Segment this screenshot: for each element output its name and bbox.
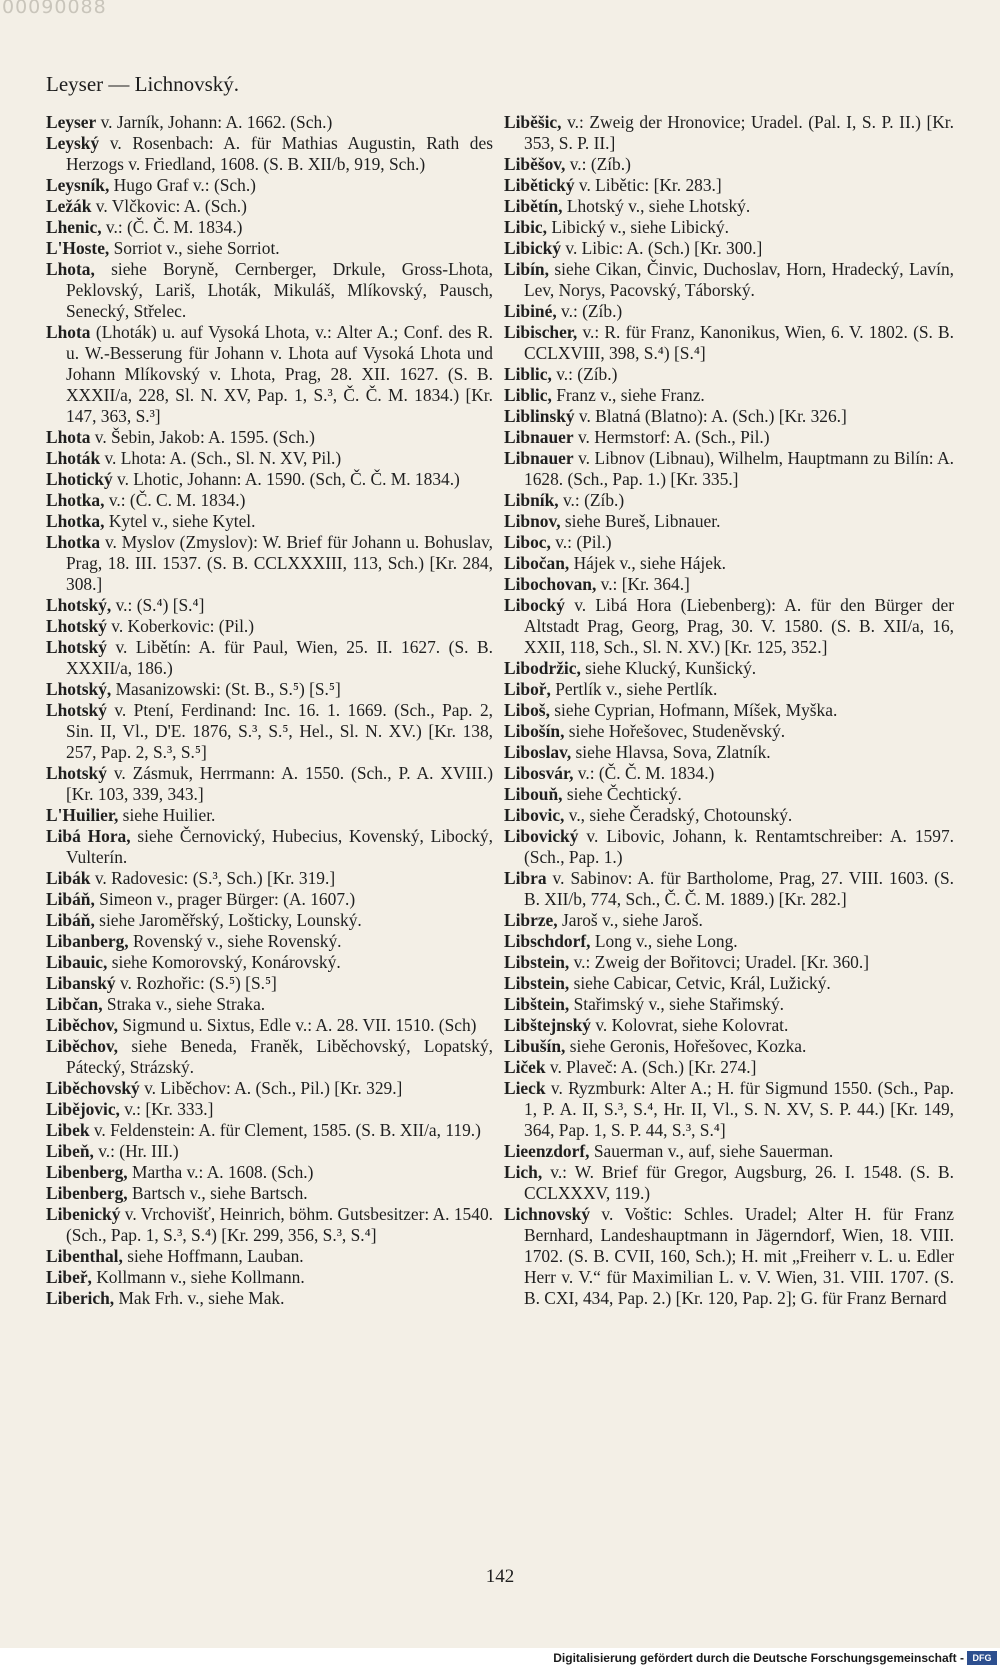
entry-headword: Libanský [46, 973, 116, 993]
entry-headword: Leyser [46, 112, 97, 132]
entry-text: v. Sabinov: A. für Bartholome, Prag, 27. VIII. 1603. (S. B. XII/b, 774, Sch., Č. Č. M. 1889.) [Kr. 282.] [524, 868, 954, 909]
dictionary-entry [46, 1120, 493, 1141]
entry-text: Masanizowski: (St. B., S.⁵) [S.⁵] [111, 679, 341, 699]
entry-headword: Lhotský, [46, 679, 112, 699]
entry-headword: Libstein, [504, 952, 570, 972]
entry-text: v. Koberkovic: (Pil.) [106, 616, 255, 636]
entry-headword: Lhota [46, 322, 91, 342]
entry-text: siehe Huilier. [118, 805, 216, 825]
entry-text: Simeon v., prager Bürger: (A. 1607.) [94, 889, 356, 909]
dictionary-entry [504, 679, 954, 700]
entry-headword: Lhotický [46, 469, 113, 489]
entry-headword: Libnov, [504, 511, 561, 531]
entry-headword: Libějovic, [46, 1099, 120, 1119]
entry-text: Stařimský v., siehe Stařimský. [569, 994, 785, 1014]
dictionary-entry [504, 595, 954, 658]
entry-headword: Libáň, [46, 910, 95, 930]
entry-headword: Liberich, [46, 1288, 115, 1308]
entry-headword: L'Huilier, [46, 805, 119, 825]
entry-text: siehe Cabicar, Cetvic, Král, Lužický. [569, 973, 831, 993]
entry-text: v.: [Kr. 333.] [119, 1099, 214, 1119]
entry-headword: L'Hoste, [46, 238, 110, 258]
dictionary-entry [46, 259, 493, 322]
entry-text: (Lhoták) u. auf Vysoká Lhota, v.: Alter A.; Conf. des R. u. W.-Besserung für Johann v. Lhota auf Vysoká Lhota und Johann Mlíkovský v. Lhota, Prag, 28. XII. 1627. (S. B. XXXII/a, 228, Sl. N. XV, Pap. 1, S.³, Č. Č. M. 1834.) [Kr. 147, 363, S.³] [66, 322, 493, 426]
entry-text: v.: (Zíb.) [558, 490, 625, 510]
entry-text: Sorriot v., siehe Sorriot. [109, 238, 280, 258]
entry-text: Bartsch v., siehe Bartsch. [127, 1183, 308, 1203]
entry-text: Straka v., siehe Straka. [102, 994, 266, 1014]
entry-headword: Lichnovský [504, 1204, 591, 1224]
entry-text: Libický v., siehe Libický. [547, 217, 729, 237]
entry-headword: Libovický [504, 826, 579, 846]
entry-text: siehe Černovický, Hubecius, Kovenský, Libocký, Vulterín. [66, 826, 493, 867]
dictionary-entry [46, 196, 493, 217]
dictionary-entry [504, 238, 954, 259]
dictionary-entry [504, 1057, 954, 1078]
entry-text: siehe Geronis, Hořešovec, Kozka. [565, 1036, 807, 1056]
entry-headword: Libušín, [504, 1036, 566, 1056]
entry-text: v. Jarník, Johann: A. 1662. (Sch.) [96, 112, 333, 132]
dictionary-entry [504, 1204, 954, 1309]
entry-text: v. Liběchov: A. (Sch., Pil.) [Kr. 329.] [139, 1078, 403, 1098]
entry-headword: Libnauer [504, 427, 574, 447]
entry-text: siehe Hořešovec, Studeněvský. [564, 721, 786, 741]
entry-text: v. Ryzmburk: Alter A.; H. für Sigmund 1550. (Sch., Pap. 1, P. A. II, S.³, S.⁴, Hr. II, Vl., S. N. XV, S. P. 44.) [Kr. 149, 364, Pap. 1, S. P. 44, S.³, S.⁴] [524, 1078, 954, 1140]
dictionary-entry [504, 301, 954, 322]
entry-text: v. Lhotic, Johann: A. 1590. (Sch, Č. Č. M. 1834.) [112, 469, 460, 489]
dictionary-entry [504, 427, 954, 448]
scan-id-tag: 00090088 [2, 0, 107, 18]
entry-headword: Libštejnský [504, 1015, 591, 1035]
dictionary-entry [46, 1078, 493, 1099]
dictionary-entry [504, 154, 954, 175]
entry-headword: Libáň, [46, 889, 95, 909]
entry-text: v.: [Kr. 364.] [596, 574, 690, 594]
entry-headword: Liboř, [504, 679, 551, 699]
entry-text: siehe Beneda, Franěk, Liběchovský, Lopatský, Pátecký, Strázský. [66, 1036, 493, 1077]
dictionary-entry [46, 889, 493, 910]
entry-headword: Libeň, [46, 1141, 94, 1161]
dictionary-entry [46, 868, 493, 889]
entry-text: Sauerman v., auf, siehe Sauerman. [589, 1141, 834, 1161]
entry-text: Kollmann v., siehe Kollmann. [91, 1267, 305, 1287]
dictionary-entry [504, 826, 954, 868]
dictionary-entry [46, 532, 493, 595]
entry-headword: Liček [504, 1057, 546, 1077]
entry-headword: Libeř, [46, 1267, 92, 1287]
dictionary-entry [504, 868, 954, 910]
entry-text: v. Libětic: [Kr. 283.] [574, 175, 722, 195]
entry-headword: Libočan, [504, 553, 570, 573]
entry-text: v. Lhota: A. (Sch., Sl. N. XV, Pil.) [100, 448, 342, 468]
entry-headword: Liběchovský [46, 1078, 140, 1098]
entry-text: v. Kolovrat, siehe Kolovrat. [590, 1015, 789, 1035]
entry-text: v.: (Č. Č. M. 1834.) [101, 217, 243, 237]
dictionary-entry [46, 910, 493, 931]
entry-text: v.: W. Brief für Gregor, Augsburg, 26. I. 1548. (S. B. CCLXXXV, 119.) [524, 1162, 954, 1203]
entry-text: Kytel v., siehe Kytel. [104, 511, 256, 531]
entry-headword: Libra [504, 868, 547, 888]
entry-headword: Libák [46, 868, 91, 888]
dictionary-entry [46, 427, 493, 448]
entry-text: Mak Frh. v., siehe Mak. [114, 1288, 285, 1308]
entry-headword: Libodržic, [504, 658, 581, 678]
entry-headword: Libstein, [504, 973, 570, 993]
entry-text: Franz v., siehe Franz. [551, 385, 705, 405]
entry-text: v.: (S.⁴) [S.⁴] [111, 595, 205, 615]
dictionary-entry [46, 994, 493, 1015]
dictionary-entry [46, 133, 493, 175]
entry-headword: Liblic, [504, 385, 552, 405]
entry-headword: Libischer, [504, 322, 578, 342]
dictionary-entry [46, 931, 493, 952]
entry-headword: Lhotský [46, 616, 107, 636]
dictionary-entry [46, 511, 493, 532]
entry-headword: Libic, [504, 217, 548, 237]
entry-text: v., siehe Čeradský, Chotounský. [564, 805, 793, 825]
entry-text: siehe Klucký, Kunšický. [580, 658, 757, 678]
dictionary-entry [504, 805, 954, 826]
dictionary-entry [504, 994, 954, 1015]
dictionary-entry [504, 406, 954, 427]
dictionary-entry [504, 931, 954, 952]
entry-headword: Libovic, [504, 805, 565, 825]
dictionary-entry [504, 721, 954, 742]
entry-text: v.: Zweig der Hronovice; Uradel. (Pal. I, S. P. II.) [Kr. 353, S. P. II.] [524, 112, 954, 153]
entry-headword: Lhotka [46, 532, 101, 552]
dictionary-entry [504, 952, 954, 973]
entry-headword: Lhotský [46, 763, 107, 783]
dictionary-entry [504, 700, 954, 721]
entry-headword: Lieck [504, 1078, 546, 1098]
entry-headword: Liboslav, [504, 742, 572, 762]
dictionary-entry [46, 448, 493, 469]
entry-headword: Libouň, [504, 784, 563, 804]
dictionary-entry [504, 1162, 954, 1204]
entry-text: Lhotský v., siehe Lhotský. [562, 196, 751, 216]
dictionary-entry [504, 574, 954, 595]
entry-text: v. Blatná (Blatno): A. (Sch.) [Kr. 326.] [574, 406, 847, 426]
dictionary-entry [504, 322, 954, 364]
entry-headword: Libiné, [504, 301, 557, 321]
entry-headword: Libětín, [504, 196, 563, 216]
entry-headword: Librze, [504, 910, 558, 930]
entry-headword: Libochovan, [504, 574, 597, 594]
dictionary-entry [504, 784, 954, 805]
entry-headword: Libek [46, 1120, 90, 1140]
entry-text: v. Libnov (Libnau), Wilhelm, Hauptmann zu Bilín: A. 1628. (Sch., Pap. 1.) [Kr. 335.] [524, 448, 954, 489]
entry-text: v. Libic: A. (Sch.) [Kr. 300.] [561, 238, 763, 258]
dictionary-entry [504, 112, 954, 154]
dictionary-entry [46, 1099, 493, 1120]
entry-text: Long v., siehe Long. [590, 931, 738, 951]
dictionary-entry [46, 1204, 493, 1246]
entry-text: v. Hermstorf: A. (Sch., Pil.) [573, 427, 770, 447]
entry-headword: Libenberg, [46, 1183, 128, 1203]
entry-text: siehe Čechtický. [562, 784, 682, 804]
entry-headword: Libnauer [504, 448, 574, 468]
footer-bar [0, 1648, 1000, 1670]
entry-headword: Liboc, [504, 532, 551, 552]
left-column [46, 112, 493, 1309]
entry-headword: Lhotský, [46, 595, 112, 615]
dictionary-entry [46, 637, 493, 679]
dictionary-entry [46, 763, 493, 805]
footer-credit: Digitalisierung gefördert durch die Deutsche Forschungsgemeinschaft - [553, 1651, 964, 1665]
entry-text: v. Libá Hora (Liebenberg): A. für den Bürger der Altstadt Prag, Georg, Prag, 30. V. 1580. (S. B. XII/a, 16, XXII, 118, Sch., Sl. N. XV.) [Kr. 125, 352.] [524, 595, 954, 657]
entry-headword: Libschdorf, [504, 931, 591, 951]
entry-text: v.: (Č. C. M. 1834.) [104, 490, 246, 510]
right-column [504, 112, 954, 1309]
entry-headword: Libštein, [504, 994, 570, 1014]
entry-text: Jaroš v., siehe Jaroš. [557, 910, 703, 930]
dictionary-entry [46, 112, 493, 133]
dictionary-entry [504, 448, 954, 490]
entry-headword: Libník, [504, 490, 559, 510]
entry-headword: Liběchov, [46, 1015, 118, 1035]
dictionary-entry [504, 1078, 954, 1141]
entry-headword: Libenberg, [46, 1162, 128, 1182]
entry-headword: Lhotský [46, 700, 107, 720]
entry-text: Hájek v., siehe Hájek. [569, 553, 727, 573]
entry-headword: Lhenic, [46, 217, 102, 237]
entry-text: siehe Hoffmann, Lauban. [122, 1246, 304, 1266]
entry-headword: Lhotka, [46, 490, 105, 510]
entry-headword: Libický [504, 238, 562, 258]
entry-headword: Libošín, [504, 721, 565, 741]
entry-text: v. Ptení, Ferdinand: Inc. 16. 1. 1669. (Sch., Pap. 2, Sin. II, Vl., D'E. 1876, S.³, S.⁵, Hel., Sl. N. XV.) [Kr. 138, 257, Pap. 2, S.³, S.⁵] [66, 700, 493, 762]
running-header: Leyser — Lichnovský. [46, 72, 240, 96]
dictionary-entry [46, 1036, 493, 1078]
page-number: 142 [485, 1566, 515, 1587]
entry-text: v. Rosenbach: A. für Mathias Augustin, Rath des Herzogs v. Friedland, 1608. (S. B. XII/b, 919, Sch.) [66, 133, 493, 174]
dictionary-entry [46, 1141, 493, 1162]
dictionary-entry [504, 658, 954, 679]
entry-text: Pertlík v., siehe Pertlík. [550, 679, 718, 699]
entry-text: v.: Zweig der Bořitovci; Uradel. [Kr. 360.] [569, 952, 869, 972]
entry-headword: Liběšic, [504, 112, 562, 132]
dictionary-entry [504, 532, 954, 553]
entry-text: v. Libětín: A. für Paul, Wien, 25. II. 1627. (S. B. XXXII/a, 186.) [66, 637, 493, 678]
entry-text: Rovenský v., siehe Rovenský. [128, 931, 342, 951]
entry-text: siehe Boryně, Cernberger, Drkule, Gross-Lhota, Peklovský, Lariš, Lhoták, Mikuláš, Mlíkovský, Pausch, Senecký, Střelec. [66, 259, 493, 321]
dictionary-entry [504, 910, 954, 931]
entry-text: v. Rozhořic: (S.⁵) [S.⁵] [115, 973, 277, 993]
entry-headword: Lieenzdorf, [504, 1141, 590, 1161]
entry-text: v. Vrchovišť, Heinrich, böhm. Gutsbesitzer: A. 1540. (Sch., Pap. 1, S.³, S.⁴) [Kr. 299, 356, S.³, S.⁴] [66, 1204, 493, 1245]
entry-text: v. Myslov (Zmyslov): W. Brief für Johann u. Bohuslav, Prag, 18. III. 1537. (S. B. CCLXXXIII, 113, Sch.) [Kr. 284, 308.] [66, 532, 493, 594]
entry-text: siehe Bureš, Libnauer. [560, 511, 721, 531]
dictionary-entry [46, 616, 493, 637]
entry-text: v.: R. für Franz, Kanonikus, Wien, 6. V. 1802. (S. B. CCLXVIII, 398, S.⁴) [S.⁴] [524, 322, 954, 363]
dictionary-entry [46, 805, 493, 826]
dictionary-entry [504, 742, 954, 763]
dictionary-entry [504, 1036, 954, 1057]
entry-headword: Lhoták [46, 448, 101, 468]
dictionary-entry [46, 175, 493, 196]
entry-text: v.: (Zíb.) [565, 154, 631, 174]
entry-headword: Liběšov, [504, 154, 566, 174]
dictionary-entry [46, 952, 493, 973]
dictionary-entry [46, 322, 493, 427]
entry-text: siehe Cyprian, Hofmann, Míšek, Myška. [549, 700, 838, 720]
dfg-logo: DFG [967, 1651, 997, 1665]
dictionary-entry [504, 511, 954, 532]
entry-headword: Lhota, [46, 259, 95, 279]
entry-text: v.: (Zíb.) [551, 364, 618, 384]
dictionary-entry [504, 175, 954, 196]
entry-headword: Libanberg, [46, 931, 129, 951]
entry-headword: Liběchov, [46, 1036, 118, 1056]
dictionary-entry [504, 217, 954, 238]
entry-headword: Libenický [46, 1204, 121, 1224]
dictionary-entry [504, 763, 954, 784]
entry-text: v. Zásmuk, Herrmann: A. 1550. (Sch., P. A. XVIII.) [Kr. 103, 339, 343.] [66, 763, 493, 804]
entry-text: siehe Cikan, Činvic, Duchoslav, Horn, Hradecký, Lavín, Lev, Norys, Pacovský, Táborský. [524, 259, 954, 300]
entry-headword: Libětický [504, 175, 575, 195]
dictionary-entry [504, 364, 954, 385]
dictionary-entry [46, 1246, 493, 1267]
dictionary-entry [504, 1015, 954, 1036]
entry-headword: Liboš, [504, 700, 550, 720]
entry-headword: Libosvár, [504, 763, 574, 783]
entry-text: v.: (Zíb.) [556, 301, 623, 321]
dictionary-entry [504, 490, 954, 511]
entry-headword: Lhotka, [46, 511, 105, 531]
entry-text: Martha v.: A. 1608. (Sch.) [127, 1162, 314, 1182]
dictionary-entry [46, 1288, 493, 1309]
dictionary-entry [46, 595, 493, 616]
entry-text: v. Šebin, Jakob: A. 1595. (Sch.) [90, 427, 315, 447]
dictionary-entry [46, 490, 493, 511]
entry-headword: Libín, [504, 259, 549, 279]
entry-text: siehe Komorovský, Konárovský. [107, 952, 341, 972]
entry-text: v.: (Č. Č. M. 1834.) [573, 763, 715, 783]
entry-text: siehe Hlavsa, Sova, Zlatník. [571, 742, 771, 762]
dictionary-entry [504, 1141, 954, 1162]
dictionary-entry [46, 1183, 493, 1204]
entry-text: v. Radovesic: (S.³, Sch.) [Kr. 319.] [90, 868, 336, 888]
dictionary-entry [46, 469, 493, 490]
entry-headword: Libenthal, [46, 1246, 123, 1266]
entry-text: v. Libovic, Johann, k. Rentamtschreiber: A. 1597. (Sch., Pap. 1.) [524, 826, 954, 867]
entry-headword: Libauic, [46, 952, 108, 972]
entry-text: v.: (Hr. III.) [93, 1141, 179, 1161]
dictionary-entry [504, 385, 954, 406]
entry-text: v. Feldenstein: A. für Clement, 1585. (S. B. XII/a, 119.) [89, 1120, 481, 1140]
entry-text: v. Vlčkovic: A. (Sch.) [91, 196, 247, 216]
dictionary-entry [46, 826, 493, 868]
entry-headword: Liblic, [504, 364, 552, 384]
entry-text: Sigmund u. Sixtus, Edle v.: A. 28. VII. 1510. (Sch) [118, 1015, 477, 1035]
dictionary-entry [46, 217, 493, 238]
entry-headword: Lhota [46, 427, 91, 447]
dictionary-entry [46, 973, 493, 994]
dictionary-entry [504, 259, 954, 301]
entry-headword: Libčan, [46, 994, 103, 1014]
entry-text: Hugo Graf v.: (Sch.) [109, 175, 256, 195]
entry-headword: Libá Hora, [46, 826, 131, 846]
dictionary-entry [46, 238, 493, 259]
dictionary-entry [46, 679, 493, 700]
entry-headword: Leysník, [46, 175, 110, 195]
dictionary-entry [46, 700, 493, 763]
entry-text: v.: (Pil.) [550, 532, 612, 552]
dictionary-entry [504, 553, 954, 574]
entry-headword: Liblinský [504, 406, 575, 426]
entry-text: v. Voštic: Schles. Uradel; Alter H. für Franz Bernhard, Landeshauptmann in Jägerndorf, Wien, 18. VIII. 1702. (S. B. CVII, 160, Sch.); H. mit „Freiherr v. L. u. Edler Herr v. V.“ für Maximilian L. v. V. Wien, 31. VIII. 1707. (S. B. CXI, 434, Pap. 2.) [Kr. 120, Pap. 2]; G. für Franz Bernard [524, 1204, 954, 1308]
dictionary-entry [46, 1267, 493, 1288]
dictionary-entry [504, 196, 954, 217]
entry-headword: Lhotský [46, 637, 107, 657]
entry-headword: Libocký [504, 595, 565, 615]
dictionary-entry [504, 973, 954, 994]
dictionary-entry [46, 1015, 493, 1036]
entry-text: siehe Jaroměřský, Lošticky, Lounský. [94, 910, 362, 930]
entry-headword: Leyský [46, 133, 100, 153]
entry-text: v. Plaveč: A. (Sch.) [Kr. 274.] [545, 1057, 757, 1077]
entry-headword: Lich, [504, 1162, 543, 1182]
dictionary-entry [46, 1162, 493, 1183]
entry-headword: Ležák [46, 196, 92, 216]
